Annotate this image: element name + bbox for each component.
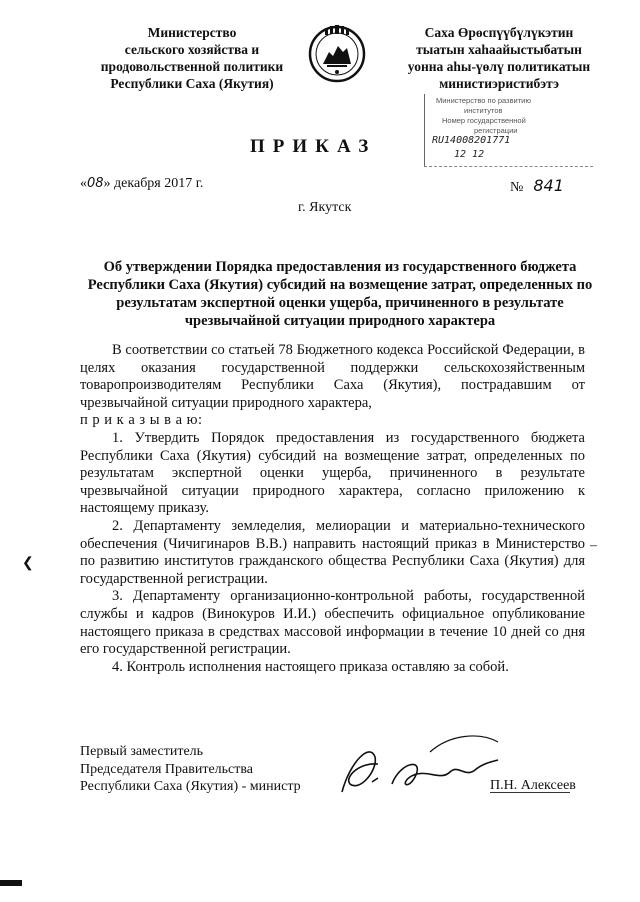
stamp-line: институтов [464,106,503,115]
date-rest: » декабря 2017 г. [103,176,204,191]
signatory-line: Председателя Правительства [80,761,254,777]
registration-stamp [424,94,594,168]
stamp-line: Министерство по развитию [436,96,531,105]
coat-of-arms-emblem [305,22,369,86]
ministry-line: сельского хозяйства и [124,42,260,57]
body-decree: п р и к а з ы в а ю: [80,412,203,429]
order-date [80,176,203,192]
ministry-line: Министерство [147,25,237,40]
handwritten-signature [330,722,500,812]
body-item: 2. Департаменту земледелия, мелиорации и материально-технического обеспечения (Чичигинаров В.В.) направить настоящий приказ в Министерство по развитию институтов гражданского общества Республики Саха (Якутия) для государственной регистрации. [80,517,585,587]
ministry-line: министиэристибэтэ [439,76,559,91]
number-value: 841 [533,176,564,195]
margin-mark-icon: ❮ [22,556,34,571]
body-intro: В соответствии со статьей 78 Бюджетного кодекса Российской Федерации, в целях оказания государственной поддержки сельскохозяйственным товаропроизводителям Республики Саха (Якутия), пострадавшим от чрезвычайной ситуации природного характера, [80,342,585,411]
stamp-line: Номер государственной [442,116,526,125]
stamp-reg-number: RU14008201771 [432,135,511,146]
stamp-line: регистрации [474,126,518,135]
body-item: 4. Контроль исполнения настоящего приказа оставляю за собой. [112,658,509,675]
body-item: 3. Департаменту организационно-контрольной работы, государственной службы и кадров (Винокуров И.И.) обеспечить официальное опубликование настоящего приказа в средствах массовой информации в течение 10 дней со дня его государственной регистрации. [80,588,585,658]
order-body [80,342,585,676]
signatory-name: П.Н. Алексеев [490,778,576,793]
order-subject: Об утверждении Порядка предоставления из государственного бюджета Республики Саха (Якутия) субсидий на возмещение затрат, определенных по результатам экспертной оценки ущерба, причиненного в результате чрезвычайной ситуации природного характера [87,259,593,329]
signatory-title [80,743,301,796]
ministry-name-ru [82,24,302,92]
number-label: № [510,180,524,195]
ministry-line: продовольственной политики [100,59,284,74]
signatory-line: Республики Саха (Якутия) - министр [80,779,301,794]
stamp-reg-date: 12 12 [454,149,485,160]
signatory-line: Первый заместитель [80,744,204,759]
body-item: 1. Утвердить Порядок предоставления из государственного бюджета Республики Саха (Якутия) субсидий на возмещение затрат, определенных по результатам экспертной оценки ущерба, причиненного в результате чрезвычайной ситуации природного характера, согласно приложению к настоящему приказу. [80,429,585,517]
order-number [510,176,564,196]
margin-mark-icon: – [590,538,597,553]
ministry-line: тыатын хаһаайыстыбатын [416,42,582,57]
ministry-line: Республики Саха (Якутия) [110,76,274,91]
document-title: ПРИКАЗ [250,136,377,157]
date-quote: « [80,176,87,191]
city: г. Якутск [298,200,352,215]
date-day: 08 [87,176,104,191]
ministry-line: Саха Өрөспүүбүлүкэтин [424,25,574,40]
ministry-name-sakha [388,24,610,92]
ministry-line: уонна аһы-үөлү политикатын [407,59,591,74]
scan-edge-mark [0,880,22,886]
